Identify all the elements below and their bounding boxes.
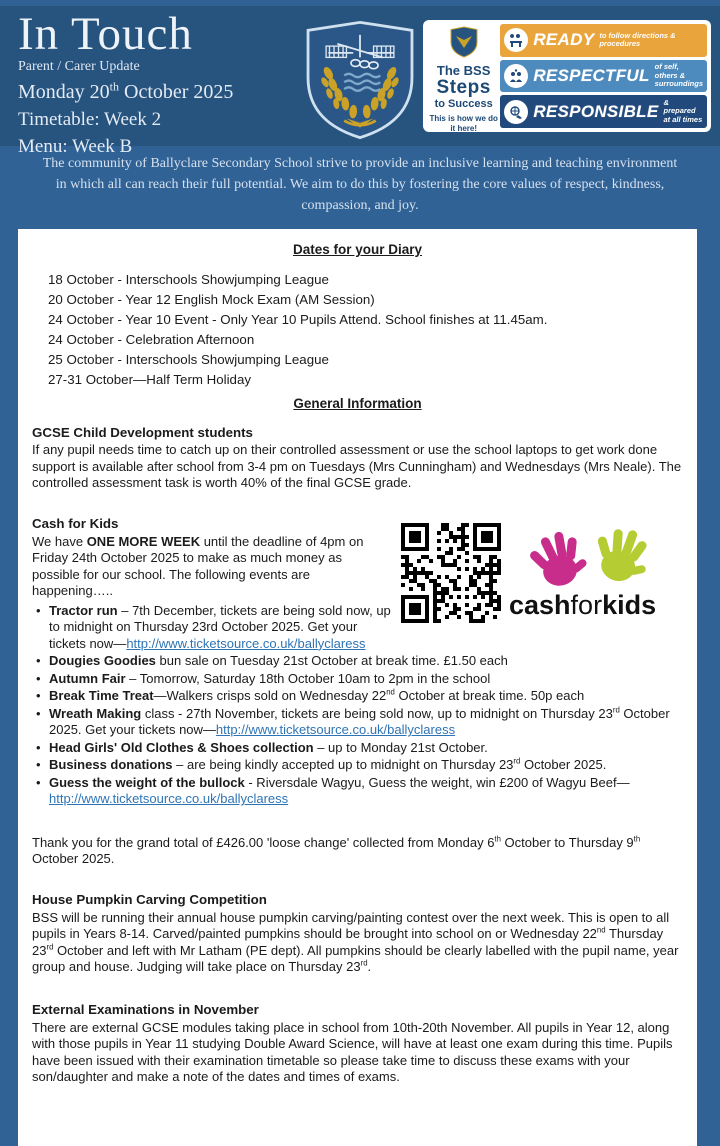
event-bullet: • Business donations – are being kindly accepted up to midnight on Thursday 23rd October 2025. <box>36 757 683 774</box>
diary-date-item: 18 October - Interschools Showjumping League <box>48 272 329 288</box>
banner-respectful-rest: of self, others & surroundings <box>654 62 704 89</box>
banner-respectful <box>500 60 707 93</box>
issue-date: Monday 20th October 2025 <box>18 79 234 104</box>
pink-hand-icon <box>524 526 591 591</box>
bss-line3: to Success <box>434 98 493 110</box>
bss-steps-card <box>423 20 711 132</box>
event-bullet: • Break Time Treat—Walkers crisps sold on Wednesday 22nd October at break time. 50p each <box>36 688 683 705</box>
general-info-heading: General Information <box>293 396 422 412</box>
gcse-title: GCSE Child Development students <box>32 424 253 440</box>
bss-line2: Steps <box>436 77 491 98</box>
desk-person-icon <box>504 28 528 52</box>
newsletter-body <box>18 229 697 1146</box>
event-bullet: • Head Girls' Old Clothes & Shoes collection – up to Monday 21st October. <box>36 740 683 757</box>
cash-events-list <box>36 603 683 808</box>
event-bullet: • Wreath Making class - 27th November, tickets are being sold now, up to midnight on Thursday 23rd October 2025. Get your tickets now—http://www.ticketsource.co.uk/ballyclaress <box>36 706 683 739</box>
ticketsource-link[interactable]: http://www.ticketsource.co.uk/ballyclaress <box>49 791 289 807</box>
logo-word-for: for <box>570 589 603 620</box>
timetable-week: Timetable: Week 2 <box>18 109 162 131</box>
gcse-section <box>32 425 683 492</box>
ticketsource-link[interactable]: http://www.ticketsource.co.uk/ballyclaress <box>215 722 456 738</box>
bss-line1: The BSS <box>436 63 491 78</box>
pumpkin-body: BSS will be running their annual house pumpkin carving/painting contest over the next week. This is open to all pupils in Years 8-14. Carved/painted pumpkins should be brought into school on or Wednesday 22nd Thursday 23rd October and left with Mr Latham (PE dept). All pumpkins should be clearly labelled with the pupil name, year group and house. Judging will take place on Thursday 23rd. <box>32 909 679 975</box>
exams-body: There are external GCSE modules taking place in school from 10th-20th November. All pupils in Year 12, along with those pupils in Year 11 studying Double Award Science, will have at least one exam during this time. Pupils have been issued with their examination timetable so please take time to discuss these exams with your son/daughter and make a note of the dates and times of exams. <box>32 1019 673 1085</box>
banner-responsible-rest: & prepared at all times <box>663 97 703 124</box>
lime-hand-icon <box>589 522 655 586</box>
masthead <box>18 10 233 158</box>
diary-date-item: 25 October - Interschools Showjumping League <box>48 351 329 367</box>
newsletter-title: In Touch <box>18 8 193 60</box>
banner-respectful-word: RESPECTFUL <box>533 66 650 85</box>
bss-banners <box>500 24 707 128</box>
logo-word-kids: kids <box>602 589 657 620</box>
pumpkin-title: House Pumpkin Carving Competition <box>32 891 267 907</box>
banner-responsible-word: RESPONSIBLE <box>533 101 659 121</box>
people-talking-icon <box>504 64 528 88</box>
banner-ready <box>500 24 707 57</box>
exams-title: External Examinations in November <box>32 1001 259 1017</box>
bss-steps-left <box>427 24 500 133</box>
cash-title: Cash for Kids <box>32 515 119 531</box>
bss-line4: This is how we do it here! <box>429 114 498 133</box>
diary-date-item: 24 October - Celebration Afternoon <box>48 331 255 347</box>
diary-date-item: 20 October - Year 12 English Mock Exam (AM Session) <box>48 292 375 308</box>
thanks-line: Thank you for the grand total of £426.00 'loose change' collected from Monday 6th October to Thursday 9th October 2025. <box>32 834 641 867</box>
banner-ready-rest: to follow directions & procedures <box>599 30 676 49</box>
diary-list <box>48 272 683 388</box>
event-bullet: • Tractor run – 7th December, tickets are being sold now, up to midnight on Thursday 23rd October 2025. Get your tickets now—http://www.ticketsource.co.uk/ballyclaress <box>36 603 683 653</box>
pumpkin-section <box>32 892 683 976</box>
hand-globe-icon <box>504 100 528 124</box>
event-bullet: • Guess the weight of the bullock - Riversdale Wagyu, Guess the weight, win £200 of Wagyu Beef—http://www.ticketsource.co.uk/ballyclaress <box>36 775 683 808</box>
school-crest-icon <box>303 19 417 141</box>
mission-statement: The community of Ballyclare Secondary School strive to provide an inclusive learning and teaching environment in which all can reach their full potential. We aim to do this by fostering the core values of respect, kindness, compassion, and joy. <box>0 146 720 229</box>
diary-date-item: 27-31 October—Half Term Holiday <box>48 371 251 387</box>
banner-ready-word: READY <box>533 30 595 50</box>
bss-mini-shield-icon <box>449 26 479 58</box>
event-bullet: • Dougies Goodies bun sale on Tuesday 21st October at break time. £1.50 each <box>36 653 683 670</box>
menu-week: Menu: Week B <box>18 136 133 158</box>
exams-section <box>32 1002 683 1086</box>
newsletter-header <box>0 6 720 158</box>
cash-intro: We have ONE MORE WEEK until the deadline of 4pm on Friday 24th October 2025 to make as much money as possible for our school. The following events are happening….. <box>32 533 364 599</box>
banner-responsible <box>500 95 707 128</box>
newsletter-subtitle: Parent / Carer Update <box>18 59 140 75</box>
event-bullet: • Autumn Fair – Tomorrow, Saturday 18th October 10am to 2pm in the school <box>36 671 683 688</box>
ticketsource-link[interactable]: http://www.ticketsource.co.uk/ballyclaress <box>126 635 366 651</box>
diary-date-item: 24 October - Year 10 Event - Only Year 10 Pupils Attend. School finishes at 11.45am. <box>48 311 548 327</box>
cash-for-kids-section <box>32 516 683 809</box>
gcse-body: If any pupil needs time to catch up on their controlled assessment or use the school laptops to get work done support is available after school from 3-4 pm on Tuesdays (Mrs Cunningham) and Wednesdays (Mrs Neale). The controlled assessment task is worth 40% of the final GCSE grade. <box>32 442 682 491</box>
dates-heading: Dates for your Diary <box>292 242 423 257</box>
logo-word-cash: cash <box>509 589 571 620</box>
